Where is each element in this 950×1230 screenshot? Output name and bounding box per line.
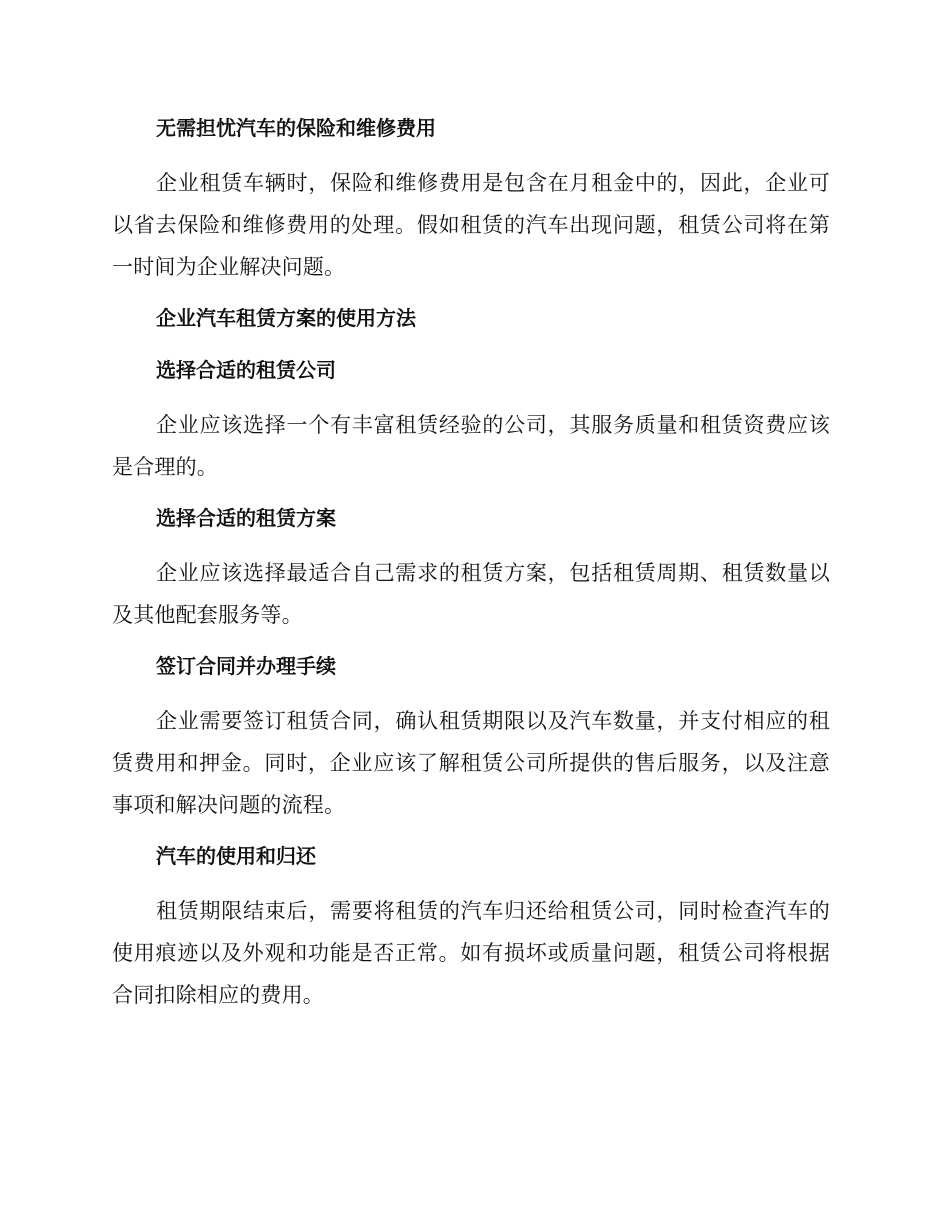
section-heading-sign-contract: 签订合同并办理手续 [156,654,336,678]
section-heading-usage-method: 企业汽车租赁方案的使用方法 [156,306,416,330]
section-paragraph-sign-contract: 企业需要签订租赁合同，确认租赁期限以及汽车数量，并支付相应的租赁费用和押金。同时，企业应该了解租赁公司所提供的售后服务，以及注意事项和解决问题的流程。 [112,709,830,817]
section-paragraph-insurance: 企业租赁车辆时，保险和维修费用是包含在月租金中的，因此，企业可以省去保险和维修费用的处理。假如租赁的汽车出现问题，租赁公司将在第一时间为企业解决问题。 [112,171,830,279]
section-heading-choose-company: 选择合适的租赁公司 [156,358,336,382]
section-paragraph-choose-plan: 企业应该选择最适合自己需求的租赁方案，包括租赁周期、租赁数量以及其他配套服务等。 [112,561,830,627]
section-paragraph-use-return: 租赁期限结束后，需要将租赁的汽车归还给租赁公司，同时检查汽车的使用痕迹以及外观和功能是否正常。如有损坏或质量问题，租赁公司将根据合同扣除相应的费用。 [112,899,830,1007]
section-paragraph-choose-company: 企业应该选择一个有丰富租赁经验的公司，其服务质量和租赁资费应该是合理的。 [112,413,830,479]
section-heading-insurance: 无需担忧汽车的保险和维修费用 [156,116,436,140]
section-heading-use-return: 汽车的使用和归还 [156,844,316,868]
section-heading-choose-plan: 选择合适的租赁方案 [156,506,336,530]
document-body [112,110,830,1016]
